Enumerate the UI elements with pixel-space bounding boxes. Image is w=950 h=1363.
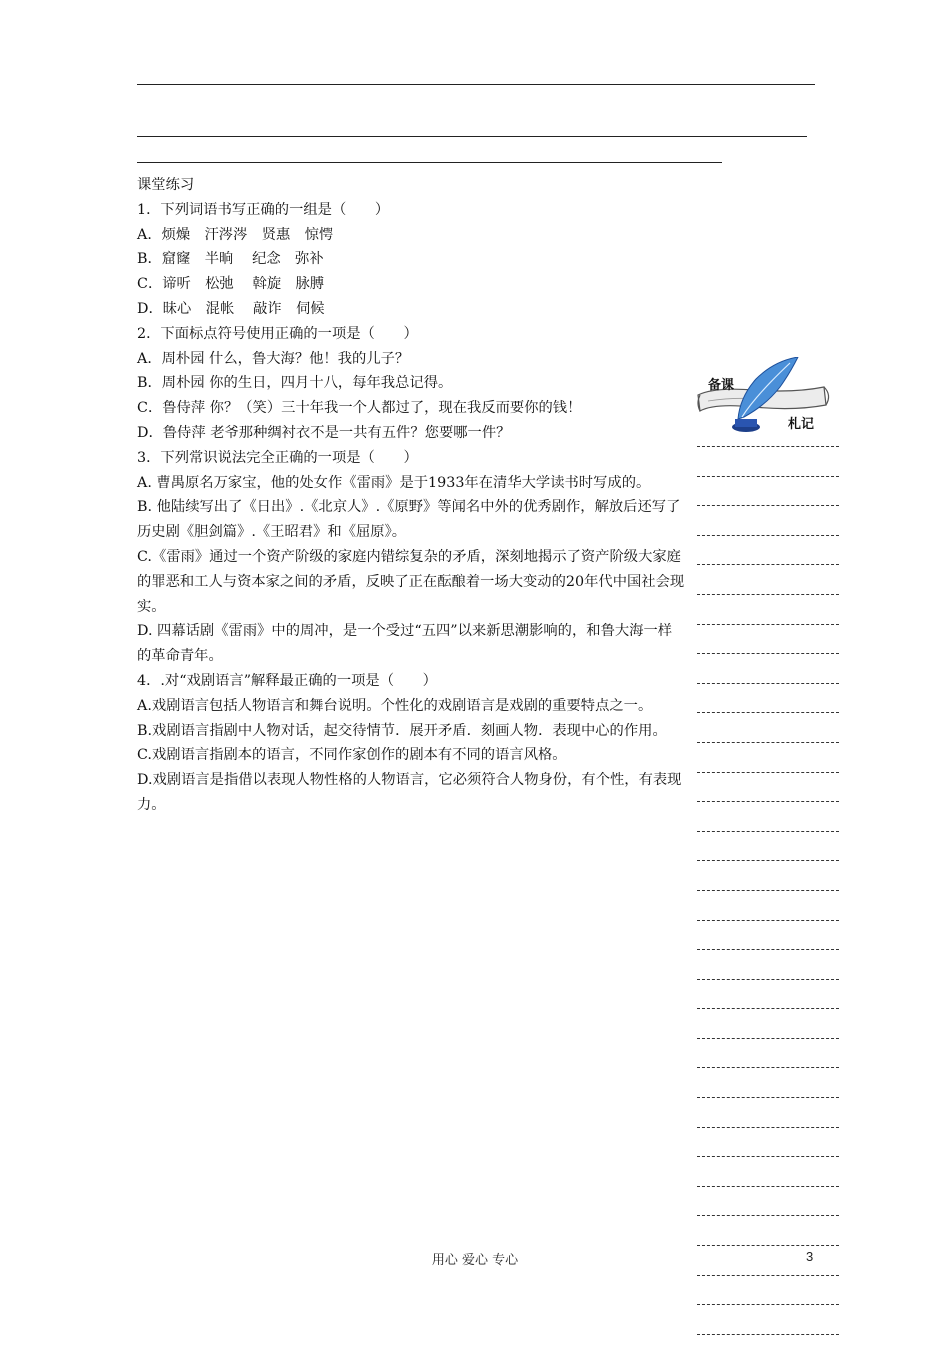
note-dash-line bbox=[697, 1097, 839, 1127]
note-dash-line bbox=[697, 564, 839, 594]
notes-logo-bottom-label: 札记 bbox=[788, 417, 815, 432]
question-option: B. 他陆续写出了《日出》.《北京人》.《原野》等闻名中外的优秀剧作，解放后还写了历史剧《胆剑篇》.《王昭君》和《屈原》。 bbox=[137, 499, 681, 541]
note-dash-line bbox=[697, 979, 839, 1009]
note-dash-line bbox=[697, 683, 839, 713]
note-dash-line bbox=[697, 1127, 839, 1157]
question-list bbox=[137, 198, 685, 818]
question-option: D．鲁侍萍 老爷那种绸衬衣不是一共有五件？您要哪一件？ bbox=[137, 424, 511, 441]
notes-dashed-lines bbox=[697, 446, 839, 1363]
quill-pen-scroll-icon bbox=[694, 357, 834, 437]
question-option: C.戏剧语言指剧本的语言，不同作家创作的剧本有不同的语言风格。 bbox=[137, 747, 567, 764]
note-dash-line bbox=[697, 772, 839, 802]
note-dash-line bbox=[697, 446, 839, 476]
note-dash-line bbox=[697, 801, 839, 831]
note-dash-line bbox=[697, 1186, 839, 1216]
note-dash-line bbox=[697, 653, 839, 683]
note-dash-line bbox=[697, 860, 839, 890]
question-stem: 2．下面标点符号使用正确的一项是（ ） bbox=[137, 325, 418, 342]
question-option: C．谛听 松弛 斡旋 脉膊 bbox=[137, 276, 325, 293]
note-dash-line bbox=[697, 1275, 839, 1305]
exercise-content bbox=[137, 173, 685, 818]
question-option: A.戏剧语言包括人物语言和舞台说明。个性化的戏剧语言是戏剧的重要特点之一。 bbox=[137, 697, 653, 714]
note-dash-line bbox=[697, 920, 839, 950]
note-dash-line bbox=[697, 1334, 839, 1363]
note-dash-line bbox=[697, 476, 839, 506]
question-stem: 3．下列常识说法完全正确的一项是（ ） bbox=[137, 449, 418, 466]
question-option: A. 曹禺原名万家宝，他的处女作《雷雨》是于1933年在清华大学读书时写成的。 bbox=[137, 474, 651, 491]
question-option: A．周朴园 什么，鲁大海？他！我的儿子？ bbox=[137, 350, 410, 367]
note-dash-line bbox=[697, 1008, 839, 1038]
note-dash-line bbox=[697, 1038, 839, 1068]
answer-rule-1 bbox=[137, 84, 815, 85]
note-dash-line bbox=[697, 1067, 839, 1097]
question-option: D. 四幕话剧《雷雨》中的周冲，是一个受过“五四”以来新思潮影响的，和鲁大海一样的革命青年。 bbox=[137, 623, 673, 665]
question-option: D．昧心 混帐 敲诈 伺候 bbox=[137, 300, 325, 317]
note-dash-line bbox=[697, 831, 839, 861]
notes-logo-top-label: 备课 bbox=[708, 378, 735, 393]
question-option: B．周朴园 你的生日，四月十八，每年我总记得。 bbox=[137, 375, 453, 392]
section-title: 课堂练习 bbox=[137, 177, 195, 193]
note-dash-line bbox=[697, 594, 839, 624]
question-option: D.戏剧语言是指借以表现人物性格的人物语言，它必须符合人物身份，有个性，有表现力。 bbox=[137, 772, 682, 813]
note-dash-line bbox=[697, 890, 839, 920]
note-dash-line bbox=[697, 1304, 839, 1334]
question-option: A．烦燥 汗涔涔 贤惠 惊愕 bbox=[137, 226, 334, 243]
page-number: 3 bbox=[806, 1249, 814, 1264]
note-dash-line bbox=[697, 535, 839, 565]
question-option: C．鲁侍萍 你？（笑）三十年我一个人都过了，现在我反而要你的钱！ bbox=[137, 400, 582, 417]
note-dash-line bbox=[697, 712, 839, 742]
note-dash-line bbox=[697, 1215, 839, 1245]
note-dash-line bbox=[697, 742, 839, 772]
note-dash-line bbox=[697, 1156, 839, 1186]
question-stem: 1．下列词语书写正确的一组是（ ） bbox=[137, 201, 390, 218]
notes-logo bbox=[694, 357, 834, 437]
question-option: C.《雷雨》通过一个资产阶级的家庭内错综复杂的矛盾，深刻地揭示了资产阶级大家庭的罪恶和工人与资本家之间的矛盾，反映了正在酝酿着一场大变动的20年代中国社会现实。 bbox=[137, 548, 685, 615]
question-stem: 4．.对“戏剧语言”解释最正确的一项是（ ） bbox=[137, 672, 437, 689]
answer-rule-2 bbox=[137, 136, 807, 137]
note-dash-line bbox=[697, 949, 839, 979]
question-option: B．窟窿 半晌 纪念 弥补 bbox=[137, 251, 324, 268]
note-dash-line bbox=[697, 505, 839, 535]
note-dash-line bbox=[697, 624, 839, 654]
footer-motto: 用心 爱心 专心 bbox=[431, 1253, 519, 1268]
answer-rule-3 bbox=[137, 162, 722, 163]
question-option: B.戏剧语言指剧中人物对话，起交待情节．展开矛盾．刻画人物．表现中心的作用。 bbox=[137, 722, 667, 739]
